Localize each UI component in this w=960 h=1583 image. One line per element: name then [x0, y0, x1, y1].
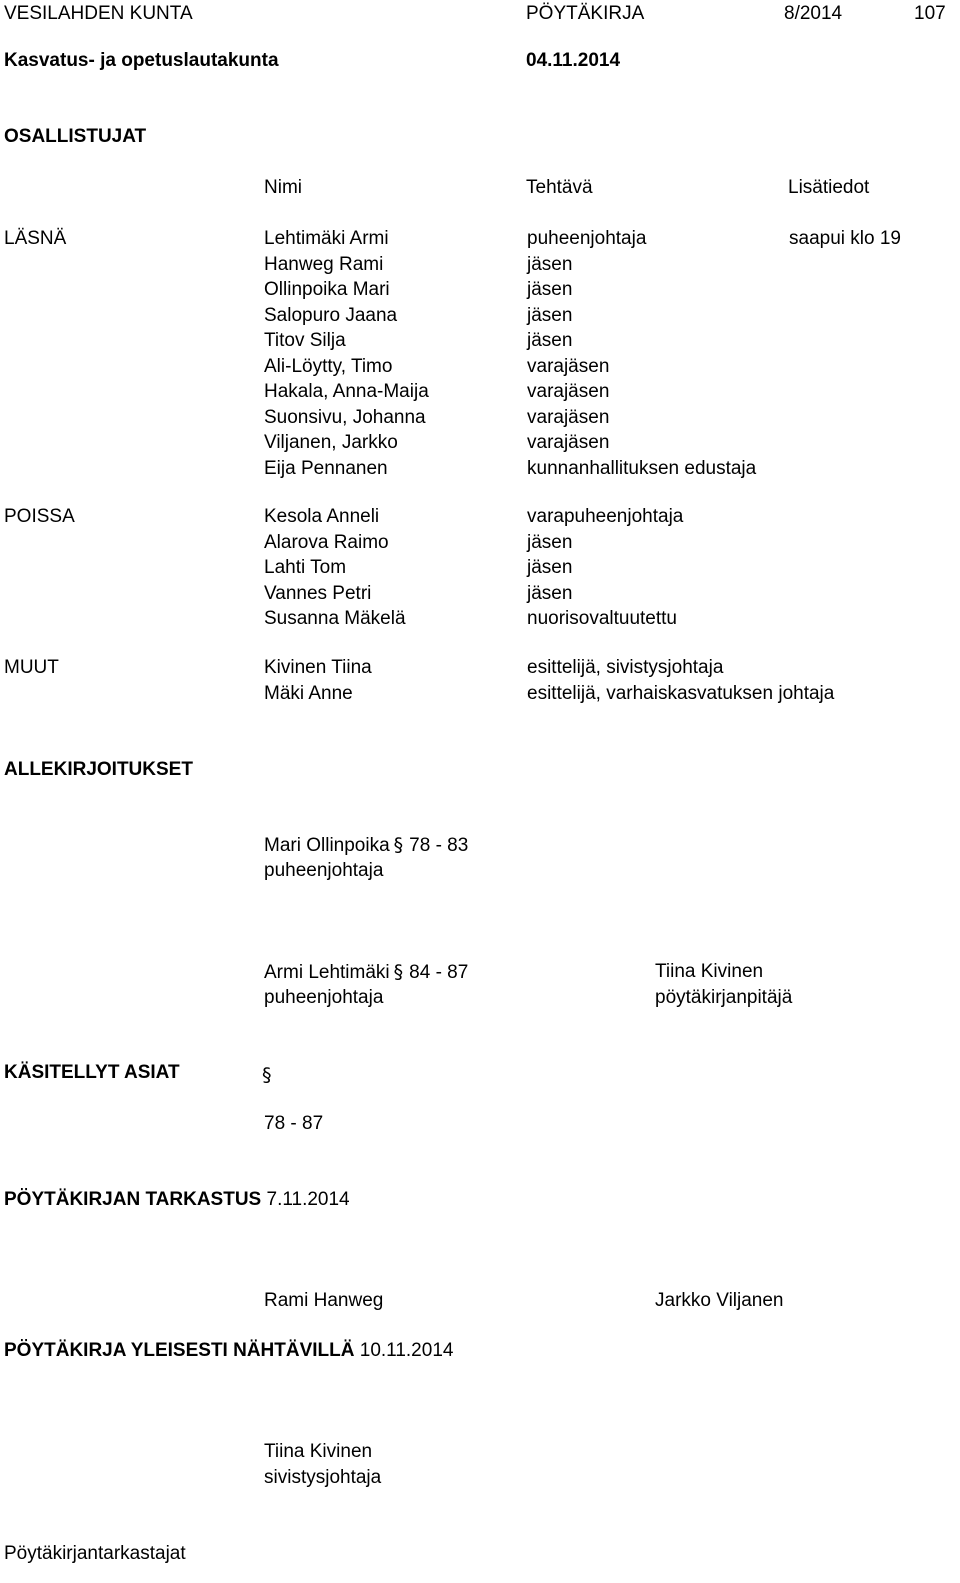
- participant-row: [264, 458, 954, 484]
- signature-block-3: [655, 961, 792, 1012]
- reviewer-1: Rami Hanweg: [264, 1290, 384, 1311]
- signer-name: Armi Lehtimäki: [264, 962, 390, 983]
- participant-role: esittelijä, varhaiskasvatuksen johtaja: [527, 682, 835, 704]
- participant-row: [264, 407, 954, 433]
- document-number: 8/2014: [784, 3, 843, 24]
- participant-name: Susanna Mäkelä: [264, 608, 406, 629]
- participant-name: Viljanen, Jarkko: [264, 432, 398, 453]
- participant-name: Suonsivu, Johanna: [264, 406, 426, 428]
- signer-role: puheenjohtaja: [264, 859, 384, 881]
- signer-name: Tiina Kivinen: [264, 1441, 373, 1462]
- participant-row: [264, 279, 954, 305]
- participant-name: Kivinen Tiina: [264, 657, 372, 678]
- signer-name: Mari Ollinpoika: [264, 835, 390, 856]
- paragraph-icon: §: [393, 834, 404, 856]
- participant-name: Salopuro Jaana: [264, 304, 398, 326]
- public-display-title: PÖYTÄKIRJA YLEISESTI NÄHTÄVILLÄ: [4, 1340, 355, 1361]
- participant-name: Ali-Löytty, Timo: [264, 355, 393, 377]
- municipality-name: VESILAHDEN KUNTA: [4, 3, 193, 24]
- participant-row: [264, 657, 954, 683]
- participant-row: [264, 330, 954, 356]
- page-number: 107: [914, 3, 946, 24]
- participant-role: jäsen: [527, 557, 573, 578]
- participant-role: jäsen: [527, 330, 573, 351]
- signer-role: puheenjohtaja: [264, 986, 384, 1008]
- present-list: [264, 228, 954, 483]
- participant-role: jäsen: [527, 582, 573, 604]
- participant-role: esittelijä, sivistysjohtaja: [527, 657, 724, 678]
- participant-role: jäsen: [527, 253, 573, 275]
- review-date: 7.11.2014: [266, 1189, 350, 1210]
- participant-row: [264, 254, 954, 280]
- review-title: PÖYTÄKIRJAN TARKASTUS: [4, 1189, 262, 1210]
- signer-role: pöytäkirjanpitäjä: [655, 986, 793, 1008]
- participant-row: [264, 557, 954, 583]
- section-range: 84 - 87: [409, 962, 469, 983]
- participant-row: [264, 356, 954, 382]
- public-display-date: 10.11.2014: [359, 1340, 454, 1361]
- column-header-info: Lisätiedot: [788, 177, 870, 198]
- signer-role: sivistysjohtaja: [264, 1466, 382, 1488]
- participant-role: varapuheenjohtaja: [527, 506, 684, 527]
- absent-list: [264, 506, 954, 634]
- participants-title: OSALLISTUJAT: [4, 126, 147, 147]
- signer-name: Tiina Kivinen: [655, 961, 764, 982]
- participant-row: [264, 608, 954, 634]
- others-list: [264, 657, 954, 708]
- participant-role: puheenjohtaja: [527, 228, 647, 249]
- participant-name: Kesola Anneli: [264, 506, 380, 527]
- participant-name: Eija Pennanen: [264, 457, 388, 479]
- column-header-name: Nimi: [264, 177, 302, 198]
- footer-label: Pöytäkirjantarkastajat: [4, 1543, 186, 1564]
- participant-name: Lahti Tom: [264, 557, 347, 578]
- participant-row: [264, 506, 954, 532]
- participant-name: Mäki Anne: [264, 682, 353, 704]
- meeting-date: 04.11.2014: [526, 50, 621, 71]
- participant-role: jäsen: [527, 279, 573, 300]
- participant-name: Lehtimäki Armi: [264, 228, 389, 249]
- participant-role: varajäsen: [527, 432, 610, 453]
- participant-name: Hakala, Anna-Maija: [264, 381, 429, 402]
- present-label: LÄSNÄ: [4, 228, 67, 249]
- items-title: KÄSITELLYT ASIAT: [4, 1062, 180, 1083]
- signature-block-2: [264, 961, 468, 1012]
- review-line: [4, 1189, 350, 1211]
- participant-row: [264, 683, 954, 709]
- signatures-title: ALLEKIRJOITUKSET: [4, 759, 193, 780]
- signature-block-1: [264, 834, 468, 885]
- document-type: PÖYTÄKIRJA: [526, 3, 645, 24]
- participant-row: [264, 432, 954, 458]
- participant-role: kunnanhallituksen edustaja: [527, 457, 757, 479]
- participant-name: Titov Silja: [264, 330, 346, 351]
- participant-name: Alarova Raimo: [264, 531, 389, 553]
- participant-role: jäsen: [527, 531, 573, 553]
- participant-role: jäsen: [527, 304, 573, 326]
- public-display-line: [4, 1340, 453, 1362]
- items-range: 78 - 87: [264, 1113, 324, 1134]
- reviewer-2: Jarkko Viljanen: [655, 1290, 784, 1311]
- participant-name: Hanweg Rami: [264, 253, 384, 275]
- participant-row: [264, 381, 954, 407]
- others-label: MUUT: [4, 657, 59, 678]
- participant-row: [264, 305, 954, 331]
- participant-row: [264, 583, 954, 609]
- public-display-signer: [264, 1441, 381, 1492]
- participant-role: varajäsen: [527, 355, 610, 377]
- participant-role: nuorisovaltuutettu: [527, 608, 677, 629]
- participant-name: Vannes Petri: [264, 582, 372, 604]
- column-header-role: Tehtävä: [526, 177, 593, 198]
- section-range: 78 - 83: [409, 835, 469, 856]
- participant-name: Ollinpoika Mari: [264, 279, 390, 300]
- participant-row: [264, 228, 954, 254]
- paragraph-icon: §: [393, 961, 404, 983]
- participant-row: [264, 532, 954, 558]
- participant-info: saapui klo 19: [789, 228, 901, 249]
- paragraph-icon: §: [262, 1064, 272, 1086]
- items-paragraph-wrap: [262, 1064, 272, 1087]
- absent-label: POISSA: [4, 506, 75, 527]
- participant-role: varajäsen: [527, 406, 610, 428]
- participant-role: varajäsen: [527, 381, 610, 402]
- committee-name: Kasvatus- ja opetuslautakunta: [4, 50, 279, 71]
